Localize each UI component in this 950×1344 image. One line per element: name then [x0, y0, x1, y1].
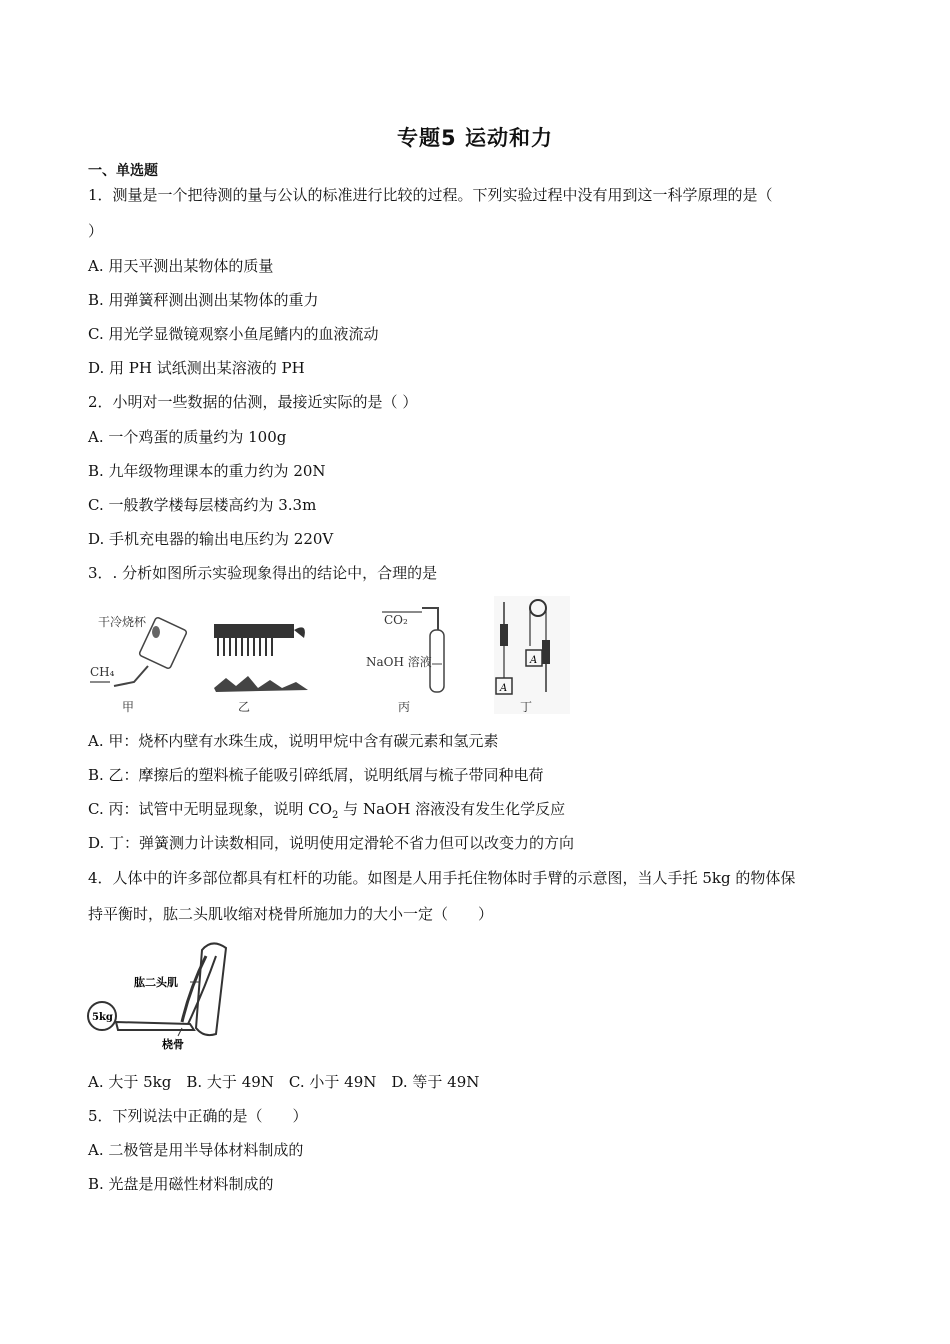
question-1-option-a: A. 用天平测出某物体的质量 — [88, 257, 274, 275]
question-3-option-d: D. 丁：弹簧测力计读数相同，说明使用定滑轮不省力但可以改变力的方向 — [88, 834, 575, 852]
question-2-option-c: C. 一般教学楼每层楼高约为 3.3m — [88, 496, 317, 514]
question-2-option-b: B. 九年级物理课本的重力约为 20N — [88, 462, 326, 480]
radius-bone-icon — [116, 1022, 194, 1030]
question-5-option-a: A. 二极管是用半导体材料制成的 — [88, 1141, 304, 1159]
question-4-stem-cont: 持平衡时，肱二头肌收缩对桡骨所施加力的大小一定（ ） — [88, 905, 494, 923]
option-c-text: C. 丙：试管中无明显现象，说明 CO — [88, 800, 333, 818]
figure-label-bing: 丙 — [398, 700, 411, 714]
experiment-figure — [86, 594, 572, 716]
question-3-option-c — [88, 799, 565, 826]
comb-icon — [214, 624, 294, 638]
spring-scale-left — [500, 624, 508, 646]
option-c-text-rest: 与 NaOH 溶液没有发生化学反应 — [338, 800, 566, 818]
gas-tube — [114, 666, 148, 686]
section-heading: 一、单选题 — [88, 163, 158, 179]
question-3-stem: 3．. 分析如图所示实验现象得出的结论中，合理的是 — [88, 564, 438, 582]
muscle-label: 肱二头肌 — [134, 976, 178, 989]
option-c-subscript: 2 — [332, 810, 339, 821]
bone-label: 桡骨 — [162, 1038, 184, 1051]
question-4-options: A. 大于 5kg B. 大于 49N C. 小于 49N D. 等于 49N — [88, 1073, 480, 1091]
question-2-option-d: D. 手机充电器的输出电压约为 220V — [88, 530, 334, 548]
question-5-option-b: B. 光盘是用磁性材料制成的 — [88, 1175, 274, 1193]
question-4-stem: 4．人体中的许多部位都具有杠杆的功能。如图是人用手托住物体时手臂的示意图，当人手托 5kg 的物体保 — [88, 869, 796, 887]
gas-label: CH₄ — [90, 665, 115, 679]
question-1-option-c: C. 用光学显微镜观察小鱼尾鳍内的血液流动 — [88, 325, 379, 343]
mass-label: 5kg — [92, 1012, 113, 1023]
figure-yi — [214, 624, 308, 714]
question-3-option-a: A. 甲：烧杯内壁有水珠生成，说明甲烷中含有碳元素和氢元素 — [88, 732, 499, 750]
question-1-option-b: B. 用弹簧秤测出测出某物体的重力 — [88, 291, 319, 309]
question-3-option-b: B. 乙：摩擦后的塑料梳子能吸引碎纸屑，说明纸屑与梳子带同种电荷 — [88, 766, 544, 784]
question-5-stem: 5．下列说法中正确的是（ ） — [88, 1107, 308, 1125]
question-2-option-a: A. 一个鸡蛋的质量约为 100g — [88, 428, 287, 446]
figure-label-yi: 乙 — [238, 700, 251, 714]
figure-bing — [366, 608, 444, 714]
page-title: 专题5 运动和力 — [397, 126, 553, 150]
question-1-option-d: D. 用 PH 试纸测出某溶液的 PH — [88, 359, 305, 377]
figure-label-ding: 丁 — [520, 700, 533, 714]
co2-label: CO₂ — [384, 613, 408, 627]
flame-icon — [152, 626, 160, 638]
question-2-stem: 2．小明对一些数据的估测，最接近实际的是（ ） — [88, 393, 418, 411]
question-1-stem: 1．测量是一个把待测的量与公认的标准进行比较的过程。下列实验过程中没有用到这一科学原理的是（ — [88, 186, 773, 204]
question-1-stem-cont: ） — [88, 222, 104, 240]
beaker-label: 干冷烧杯 — [98, 615, 147, 629]
weight-right-label: A — [530, 655, 538, 666]
weight-left-label: A — [500, 683, 508, 694]
upper-arm-bone-icon — [196, 943, 226, 1035]
paper-scraps-icon — [214, 676, 308, 692]
arm-figure — [86, 936, 246, 1056]
test-tube-icon — [430, 630, 444, 692]
spring-scale-right — [542, 640, 550, 664]
figure-ding — [494, 596, 570, 714]
figure-label-jia: 甲 — [122, 700, 135, 714]
figure-jia — [90, 614, 187, 714]
naoh-label: NaOH 溶液 — [366, 655, 432, 669]
